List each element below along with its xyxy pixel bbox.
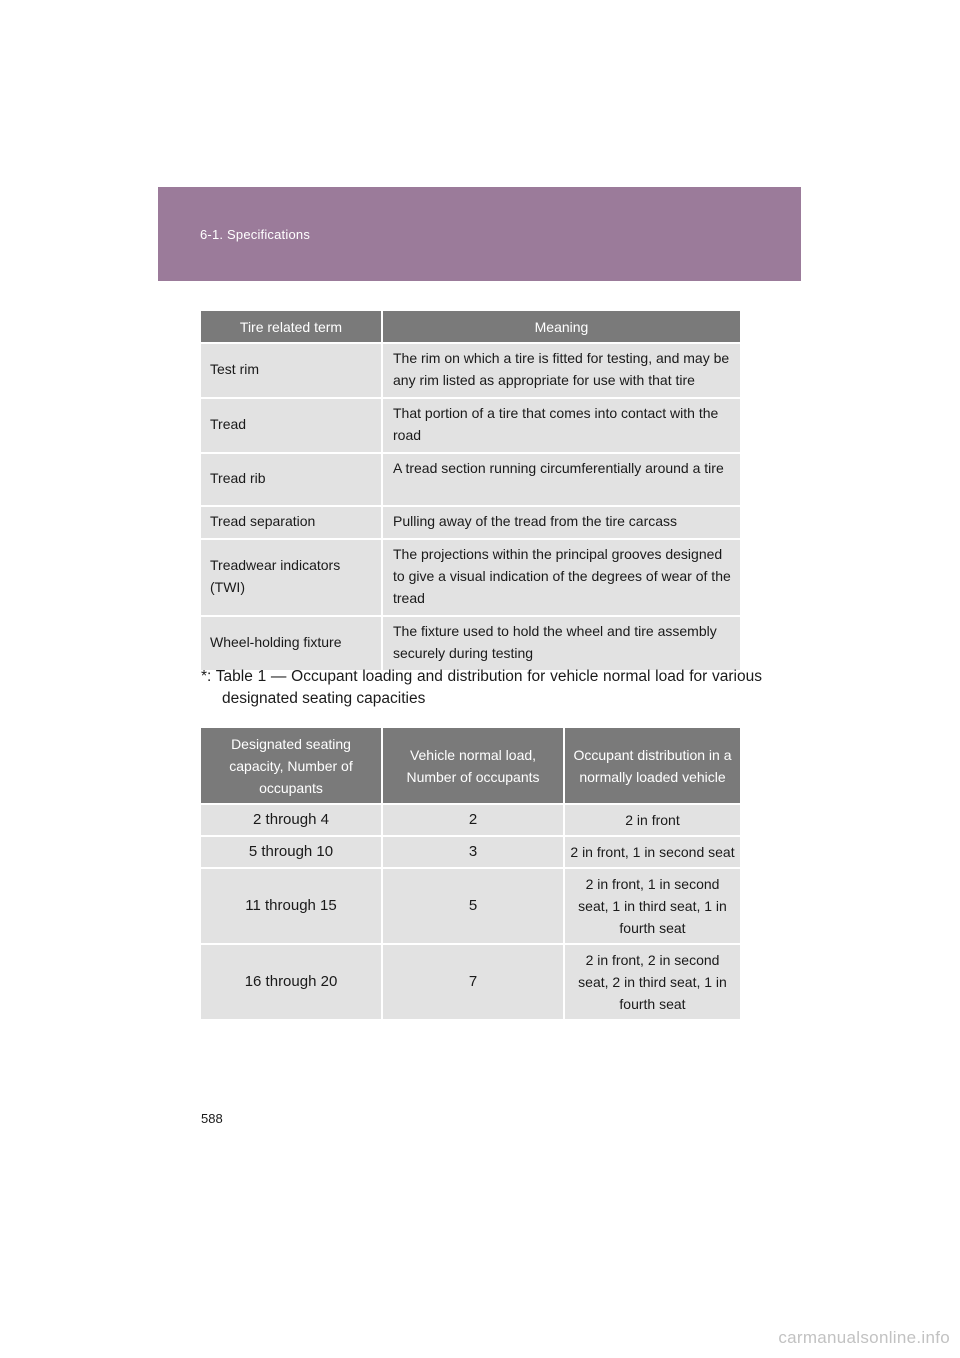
- term-cell: Tread: [201, 398, 382, 453]
- load-cell: 3: [382, 836, 564, 868]
- table-row: [201, 539, 740, 616]
- table-header-row: [201, 311, 740, 343]
- column-header-meaning: Meaning: [382, 311, 740, 343]
- table-row: [201, 343, 740, 398]
- section-title: 6-1. Specifications: [200, 227, 311, 242]
- tire-terms-table: [201, 311, 740, 670]
- capacity-cell: 11 through 15: [201, 868, 382, 944]
- table-note: *: Table 1 — Occupant loading and distribution for vehicle normal load for various designated seating capacities: [201, 668, 762, 707]
- column-header-distribution: Occupant distribution in a normally loaded vehicle: [564, 728, 740, 804]
- column-header-capacity: Designated seating capacity, Number of occupants: [201, 728, 382, 804]
- capacity-cell: 16 through 20: [201, 944, 382, 1019]
- meaning-cell: That portion of a tire that comes into contact with the road: [382, 398, 740, 453]
- capacity-cell: 2 through 4: [201, 804, 382, 836]
- table-row: [201, 804, 740, 836]
- distribution-cell: 2 in front, 1 in second seat, 1 in third seat, 1 in fourth seat: [564, 868, 740, 944]
- column-header-load: Vehicle normal load, Number of occupants: [382, 728, 564, 804]
- distribution-cell: 2 in front, 1 in second seat: [564, 836, 740, 868]
- table-row: [201, 616, 740, 670]
- watermark-link[interactable]: carmanualsonline.info: [778, 1328, 950, 1347]
- meaning-cell: Pulling away of the tread from the tire carcass: [382, 506, 740, 539]
- meaning-cell: The rim on which a tire is fitted for testing, and may be any rim listed as appropriate for use with that tire: [382, 343, 740, 398]
- table-row: [201, 398, 740, 453]
- distribution-cell: 2 in front: [564, 804, 740, 836]
- meaning-cell: A tread section running circumferentially around a tire: [382, 453, 740, 506]
- column-header-term: Tire related term: [201, 311, 382, 343]
- load-cell: 7: [382, 944, 564, 1019]
- term-cell: Test rim: [201, 343, 382, 398]
- term-cell: Wheel-holding fixture: [201, 616, 382, 670]
- table-header-row: [201, 728, 740, 804]
- table-row: [201, 453, 740, 506]
- capacity-cell: 5 through 10: [201, 836, 382, 868]
- table-row: [201, 944, 740, 1019]
- table-row: [201, 836, 740, 868]
- meaning-cell: The fixture used to hold the wheel and tire assembly securely during testing: [382, 616, 740, 670]
- load-cell: 5: [382, 868, 564, 944]
- term-cell: Tread rib: [201, 453, 382, 506]
- table-row: [201, 506, 740, 539]
- section-header-band: [158, 187, 801, 281]
- occupant-loading-table: [201, 728, 740, 1019]
- term-cell: Treadwear indicators (TWI): [201, 539, 382, 616]
- distribution-cell: 2 in front, 2 in second seat, 2 in third seat, 1 in fourth seat: [564, 944, 740, 1019]
- page-number: 588: [201, 1111, 223, 1126]
- term-cell: Tread separation: [201, 506, 382, 539]
- table-row: [201, 868, 740, 944]
- meaning-cell: The projections within the principal grooves designed to give a visual indication of the degrees of wear of the tread: [382, 539, 740, 616]
- load-cell: 2: [382, 804, 564, 836]
